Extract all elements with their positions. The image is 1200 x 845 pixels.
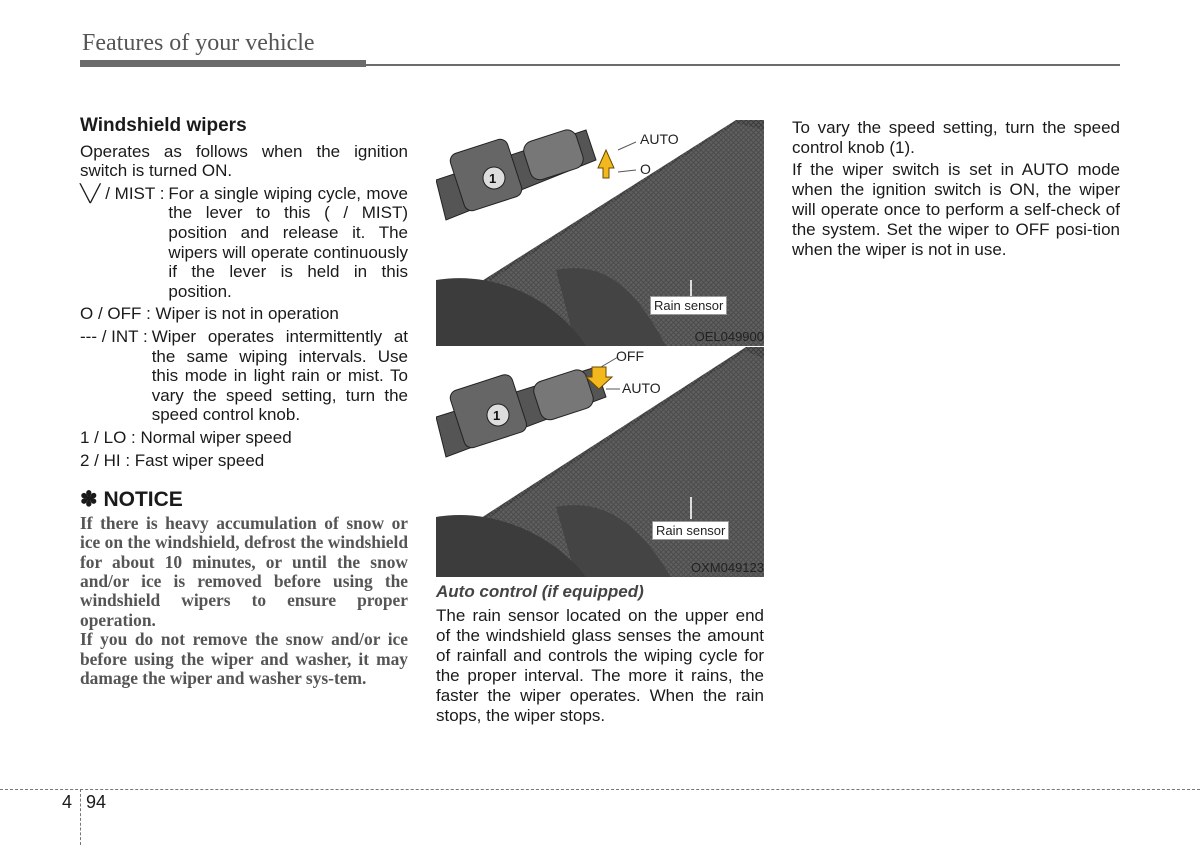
int-description: Wiper operates intermittently at the same wiping intervals. Use this mode in light rain or mist. To vary the speed setting, turn the speed control knob.: [151, 326, 408, 425]
svg-text:OFF: OFF: [616, 348, 644, 364]
mist-term: ╲╱ / MIST :: [80, 183, 165, 203]
notice-paragraph-1: If there is heavy accumulation of snow or ice on the windshield, defrost the windshield for about 10 minutes, or until the snow and/or ice is removed before using the windshield wipers to ensure proper operation.: [80, 512, 408, 630]
svg-text:1: 1: [493, 408, 501, 423]
lo-definition: 1 / LO : Normal wiper speed: [80, 427, 292, 447]
svg-text:1: 1: [489, 171, 497, 186]
figure-b: [436, 347, 764, 577]
page-number: 94: [86, 792, 107, 812]
wiper-mist-icon: ╲╱: [80, 183, 101, 203]
svg-text:AUTO: AUTO: [622, 380, 661, 396]
figure-b-code: OXM049123: [691, 560, 764, 575]
auto-mode-paragraph: If the wiper switch is set in AUTO mode when the ignition switch is ON, the wiper will operate once to perform a self-check of the system. Set the wiper to OFF posi-tion when the wiper is not in use.: [792, 160, 1120, 259]
notice-symbol-icon: ✽: [80, 488, 98, 512]
auto-control-subheading: Auto control (if equipped): [436, 582, 644, 601]
svg-text:O: O: [640, 161, 651, 177]
int-definition: [80, 327, 408, 425]
wiper-lever-illustration-b: [436, 347, 764, 577]
auto-control-body: The rain sensor located on the upper end of the windshield glass senses the amount of rainfall and controls the wiping cycle for the proper interval. The more it rains, the faster the wiper operates. When the rain stops, the wiper stops.: [436, 606, 764, 725]
column-left: [80, 116, 408, 688]
page-header-title: Features of your vehicle: [82, 30, 315, 56]
section-heading: Windshield wipers: [80, 115, 247, 136]
intro-paragraph: Operates as follows when the ignition switch is turned ON.: [80, 141, 408, 181]
rain-sensor-tag-a: Rain sensor: [650, 296, 727, 315]
off-definition: O / OFF : Wiper is not in operation: [80, 304, 339, 324]
header-rule: [366, 64, 1120, 66]
footer-rule: [0, 789, 1200, 790]
int-term: --- / INT :: [80, 326, 148, 346]
column-right: [792, 118, 1120, 262]
svg-text:AUTO: AUTO: [640, 131, 679, 147]
notice-heading: ✽ NOTICE: [80, 488, 183, 512]
rain-sensor-tag-b: Rain sensor: [652, 521, 729, 540]
figure-a-code: OEL049900: [694, 329, 764, 344]
header-bar: [80, 60, 366, 67]
notice-paragraph-2: If you do not remove the snow and/or ice before using the wiper and washer, it may damage the wiper and washer sys-tem.: [80, 629, 408, 688]
hi-definition: 2 / HI : Fast wiper speed: [80, 450, 265, 470]
figure-a: [436, 120, 764, 346]
mist-description: For a single wiping cycle, move the lever to this ( / MIST) position and release it. The wipers will operate continuously if the lever is held in this position.: [168, 183, 408, 301]
speed-paragraph: To vary the speed setting, turn the speed control knob (1).: [792, 118, 1120, 157]
footer-divider: [80, 789, 81, 845]
mist-definition: [80, 184, 408, 302]
section-number: 4: [62, 792, 73, 812]
